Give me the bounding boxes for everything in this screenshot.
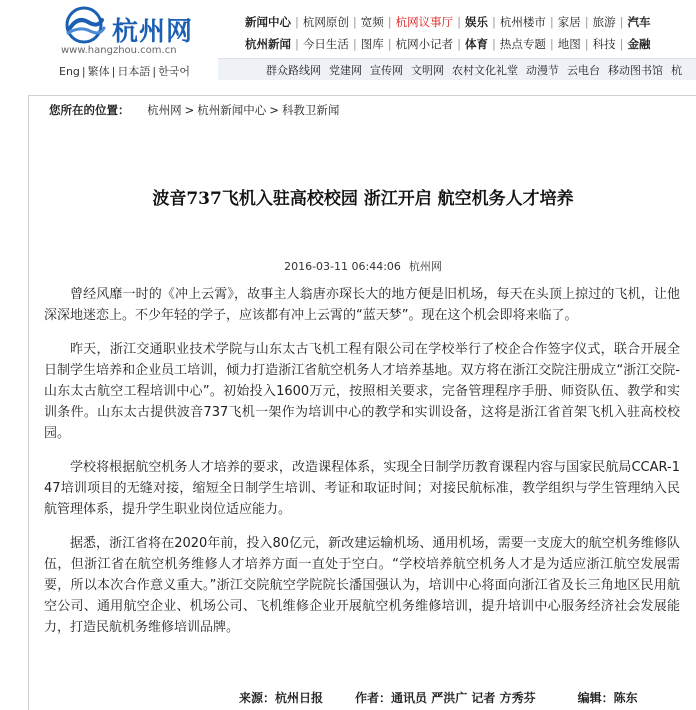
nav-row2-item[interactable]: 体育 xyxy=(465,37,488,51)
main-nav-row-2 xyxy=(245,34,651,54)
language-option[interactable]: 한국어 xyxy=(158,65,190,78)
nav-row1-item[interactable]: 杭州楼市 xyxy=(499,15,546,29)
nav-separator: | xyxy=(295,15,299,29)
nav-row2-item[interactable]: 金融 xyxy=(627,37,651,51)
subnav-item[interactable]: 党建网 xyxy=(329,63,362,77)
nav-separator: | xyxy=(619,15,624,29)
breadcrumb-label: 您所在的位置： xyxy=(49,103,130,117)
article-paragraph: 学校将根据航空机务人才培养的要求，改造课程体系，实现全日制学历教育课程内容与国家民航局CCAR-147培训项目的无缝对接，缩短全日制学生培训、考证和取证时间；对接民航标准，教学组织与学生管理纳入民航管理体系，提升学生职业岗位适应能力。 xyxy=(44,460,680,517)
nav-separator: | xyxy=(492,15,496,29)
subnav-item[interactable]: 文明网 xyxy=(411,63,444,77)
editor-label: 编辑： xyxy=(577,691,614,705)
nav-row1-item[interactable]: 新闻中心 xyxy=(245,15,291,29)
language-option[interactable]: 繁体 xyxy=(87,65,110,78)
nav-separator: | xyxy=(584,15,589,29)
nav-row2-item[interactable]: 科技 xyxy=(592,37,616,51)
site-url: www.hangzhou.com.cn xyxy=(61,45,177,56)
nav-row1-item[interactable]: 汽车 xyxy=(627,15,651,29)
site-header xyxy=(0,0,696,84)
article-datetime: 2016-03-11 06:44:06 xyxy=(284,260,401,273)
breadcrumb-item-news-center[interactable]: 杭州新闻中心 xyxy=(197,103,267,117)
nav-separator: | xyxy=(584,37,589,51)
nav-separator: | xyxy=(457,15,461,29)
article-panel xyxy=(28,95,696,710)
nav-row1-item[interactable]: 旅游 xyxy=(592,15,616,29)
article-footer xyxy=(239,689,638,706)
subnav-item[interactable]: 农村文化礼堂 xyxy=(452,63,518,77)
site-logo[interactable] xyxy=(62,6,212,46)
nav-row1-item[interactable]: 杭网议事厅 xyxy=(395,15,454,29)
nav-row2-item[interactable]: 地图 xyxy=(557,37,581,51)
nav-separator: | xyxy=(352,37,357,51)
subnav-item[interactable]: 杭 xyxy=(671,63,682,77)
lang-separator: | xyxy=(81,65,86,78)
main-nav-row-1 xyxy=(245,12,651,32)
nav-separator: | xyxy=(387,37,392,51)
article-paragraph: 据悉，浙江省将在2020年前，投入80亿元，新改建运输机场、通用机场，需要一支庞大的航空机务维修队伍，但浙江省在航空机务维修人才培养方面一直处于空白。“学校培养航空机务人才是为适应浙江航空发展需要，所以本次合作意义重大。”浙江交院航空学院院长潘国强认为，培训中心将面向浙江省及长三角地区民用航空公司、通用航空企业、机场公司、飞机维修企业开展航空机务维修培训，提升培训中心服务经济社会发展能力，打造民航机务维修培训品牌。 xyxy=(44,536,680,635)
subnav-item[interactable]: 宣传网 xyxy=(370,63,403,77)
sub-nav xyxy=(218,58,696,80)
nav-row1-item[interactable]: 杭网原创 xyxy=(302,15,349,29)
subnav-item[interactable]: 群众路线网 xyxy=(266,63,321,77)
article-paragraph: 曾经风靡一时的《冲上云霄》，故事主人翁唐亦琛长大的地方便是旧机场，每天在头顶上掠过的飞机，让他深深地迷恋上。不少年轻的学子，应该都有冲上云霄的“蓝天梦”。现在这个机会即将来临了。 xyxy=(44,287,680,323)
breadcrumb-separator: > xyxy=(184,103,195,117)
subnav-item[interactable]: 动漫节 xyxy=(526,63,559,77)
breadcrumb-separator: > xyxy=(269,103,279,117)
lang-separator: | xyxy=(152,65,157,78)
nav-separator: | xyxy=(352,15,357,29)
nav-separator: | xyxy=(387,15,392,29)
nav-row1-item[interactable]: 家居 xyxy=(557,15,581,29)
author-value: 通讯员 严洪广 记者 方秀芬 xyxy=(391,691,536,705)
language-option[interactable]: 日本語 xyxy=(117,65,151,78)
lang-separator: | xyxy=(111,65,116,78)
nav-separator: | xyxy=(549,15,554,29)
nav-row1-item[interactable]: 娱乐 xyxy=(465,15,488,29)
nav-separator: | xyxy=(295,37,299,51)
nav-row2-item[interactable]: 杭州新闻 xyxy=(245,37,291,51)
nav-separator: | xyxy=(549,37,554,51)
editor-value: 陈东 xyxy=(613,691,638,705)
nav-row2-item[interactable]: 今日生活 xyxy=(302,37,349,51)
logo-swirl-icon xyxy=(62,6,108,44)
nav-row2-item[interactable]: 热点专题 xyxy=(499,37,546,51)
nav-row2-item[interactable]: 杭网小记者 xyxy=(395,37,454,51)
nav-separator: | xyxy=(619,37,624,51)
breadcrumb-item-home[interactable]: 杭州网 xyxy=(147,103,182,117)
language-option[interactable]: Eng xyxy=(59,65,80,78)
source-value: 杭州日报 xyxy=(275,691,324,705)
language-switcher xyxy=(58,63,191,79)
source-label: 来源： xyxy=(239,691,276,705)
article-body xyxy=(44,284,680,651)
subnav-item[interactable]: 移动图书馆 xyxy=(608,63,663,77)
article-source[interactable]: 杭州网 xyxy=(408,260,442,273)
nav-row2-item[interactable]: 图库 xyxy=(360,37,384,51)
nav-separator: | xyxy=(492,37,496,51)
article-paragraph: 昨天，浙江交通职业技术学院与山东太古飞机工程有限公司在学校举行了校企合作签字仪式，联合开展全日制学生培养和企业员工培训，倾力打造浙江省航空机务人才培养基地。双方将在浙江交院注册成立“浙江交院-山东太古航空工程培训中心”。初始投入1600万元，按照相关要求，完备管理程序手册、师资队伍、教学和实训条件。山东太古提供波音737飞机一架作为培训中心的教学和实训设备，这将是浙江省首架飞机入驻高校校园。 xyxy=(44,342,680,441)
author-label: 作者： xyxy=(355,691,392,705)
nav-row1-item[interactable]: 宽频 xyxy=(360,15,384,29)
breadcrumb-item-science-news[interactable]: 科教卫新闻 xyxy=(281,103,340,117)
subnav-item[interactable]: 云电台 xyxy=(567,63,600,77)
article-meta xyxy=(29,258,696,274)
logo-text: 杭州网 xyxy=(112,17,194,47)
nav-separator: | xyxy=(457,37,461,51)
article-title: 波音737飞机入驻高校校园 浙江开启 航空机务人才培养 xyxy=(152,189,574,209)
breadcrumb xyxy=(49,102,339,118)
